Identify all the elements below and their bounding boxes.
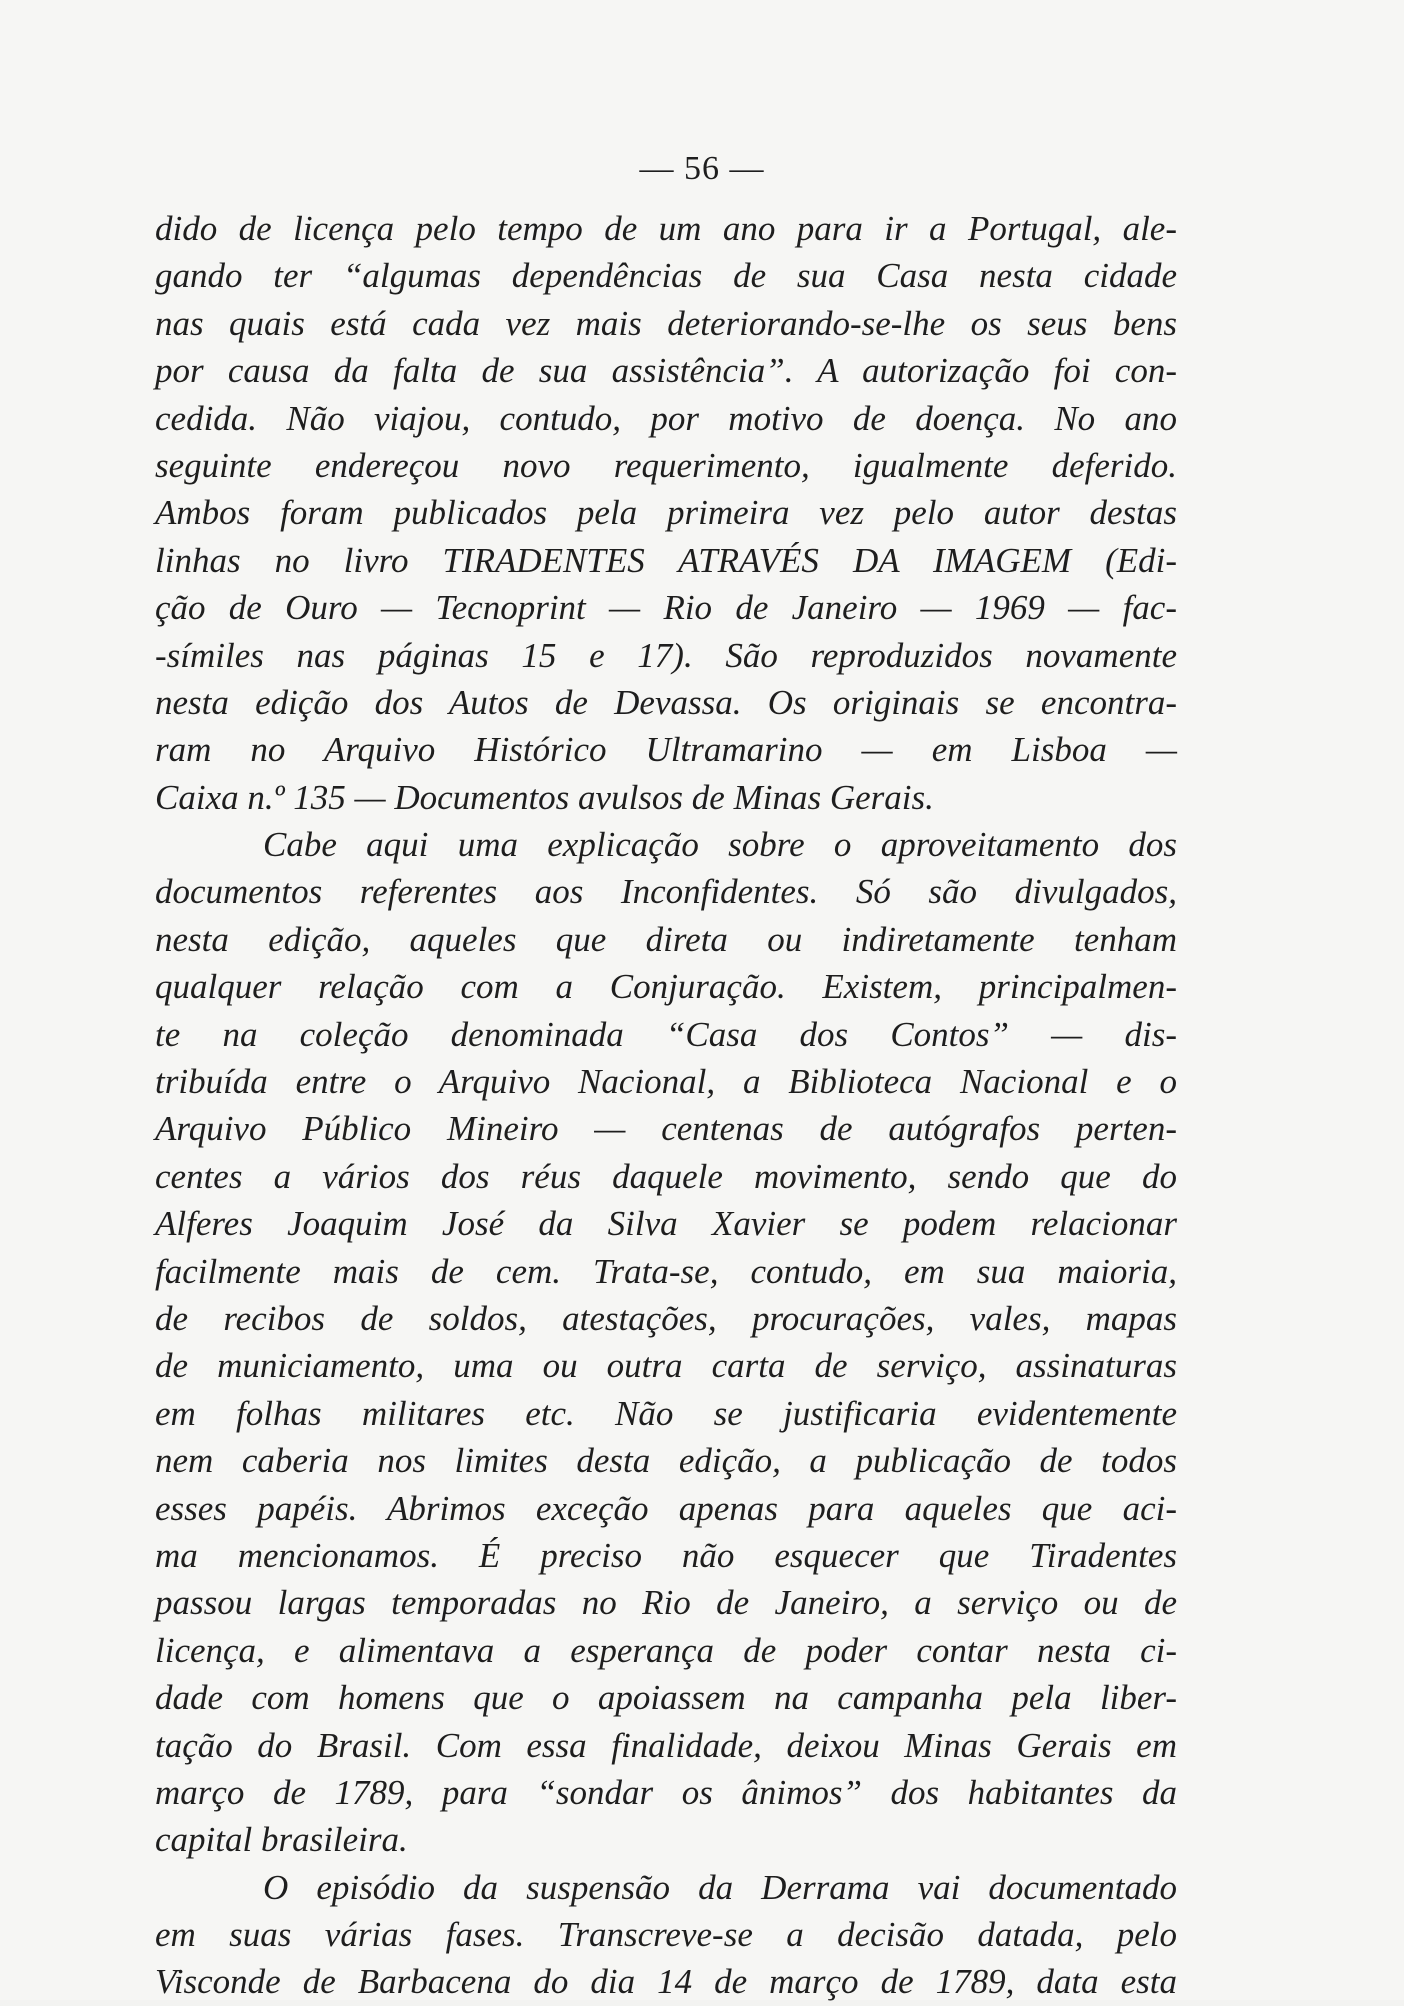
text-line: licença, e alimentava a esperança de poder contar nesta ci-: [155, 1630, 1177, 1670]
text-line: capital brasileira.: [155, 1820, 408, 1860]
text-line: tribuída entre o Arquivo Nacional, a Biblioteca Nacional e o: [155, 1062, 1177, 1102]
text-line: qualquer relação com a Conjuração. Existem, principalmen-: [155, 967, 1177, 1007]
text-line: nesta edição dos Autos de Devassa. Os originais se encontra-: [155, 682, 1177, 722]
text-line: ram no Arquivo Histórico Ultramarino — em Lisboa —: [155, 730, 1177, 770]
text-line: em folhas militares etc. Não se justificaria evidentemente: [155, 1393, 1177, 1433]
text-line: dade com homens que o apoiassem na campanha pela liber-: [155, 1678, 1177, 1718]
text-line: Caixa n.º 135 — Documentos avulsos de Minas Gerais.: [155, 777, 934, 817]
text-line: nas quais está cada vez mais deteriorando-se-lhe os seus bens: [155, 303, 1177, 343]
text-line: seguinte endereçou novo requerimento, igualmente deferido.: [155, 445, 1177, 485]
text-line: centes a vários dos réus daquele movimento, sendo que do: [155, 1156, 1177, 1196]
text-line: gando ter “algumas dependências de sua Casa nesta cidade: [155, 256, 1177, 296]
text-line: Cabe aqui uma explicação sobre o aproveitamento dos: [263, 825, 1177, 865]
text-line: nem caberia nos limites desta edição, a publicação de todos: [155, 1441, 1177, 1481]
text-line: documentos referentes aos Inconfidentes. Só são divulgados,: [155, 872, 1177, 912]
text-line: tação do Brasil. Com essa finalidade, deixou Minas Gerais em: [155, 1725, 1177, 1765]
page-number: — 56 —: [639, 150, 765, 187]
paragraph-derrama: [155, 1864, 1177, 2006]
text-line: -símiles nas páginas 15 e 17). São reproduzidos novamente: [155, 635, 1177, 675]
text-line: por causa da falta de sua assistência”. A autorização foi con-: [155, 351, 1177, 391]
text-line: de municiamento, uma ou outra carta de serviço, assinaturas: [155, 1346, 1177, 1386]
text-line: dido de licença pelo tempo de um ano para ir a Portugal, ale-: [155, 209, 1177, 248]
text-line: linhas no livro TIRADENTES ATRAVÉS DA IMAGEM (Edi-: [155, 540, 1177, 580]
text-line: março de 1789, para “sondar os ânimos” dos habitantes da: [155, 1772, 1177, 1812]
text-line: Visconde de Barbacena do dia 14 de março de 1789, data esta: [155, 1962, 1177, 2002]
text-line: Alferes Joaquim José da Silva Xavier se podem relacionar: [155, 1204, 1177, 1244]
text-line: facilmente mais de cem. Trata-se, contudo, em sua maioria,: [155, 1251, 1177, 1291]
text-line: passou largas temporadas no Rio de Janeiro, a serviço ou de: [155, 1583, 1177, 1623]
text-line: Ambos foram publicados pela primeira vez pelo autor destas: [155, 493, 1177, 533]
text-line: de recibos de soldos, atestações, procurações, vales, mapas: [155, 1298, 1177, 1338]
text-line: cedida. Não viajou, contudo, por motivo de doença. No ano: [155, 398, 1177, 438]
text-line: esses papéis. Abrimos exceção apenas para aqueles que aci-: [155, 1488, 1177, 1528]
paragraph-explicacao: [155, 821, 1177, 1864]
text-line: ção de Ouro — Tecnoprint — Rio de Janeiro — 1969 — fac-: [155, 588, 1177, 628]
text-line: O episódio da suspensão da Derrama vai documentado: [263, 1867, 1177, 1907]
text-line: Arquivo Público Mineiro — centenas de autógrafos perten-: [155, 1109, 1177, 1149]
paragraph-licenca: [155, 205, 1177, 821]
text-line: em suas várias fases. Transcreve-se a decisão datada, pelo: [155, 1915, 1177, 1955]
body-text: [155, 205, 1177, 2006]
text-line: nesta edição, aqueles que direta ou indiretamente tenham: [155, 919, 1177, 959]
text-line: te na coleção denominada “Casa dos Contos” — dis-: [155, 1014, 1177, 1054]
text-line: ma mencionamos. É preciso não esquecer que Tiradentes: [155, 1535, 1177, 1575]
